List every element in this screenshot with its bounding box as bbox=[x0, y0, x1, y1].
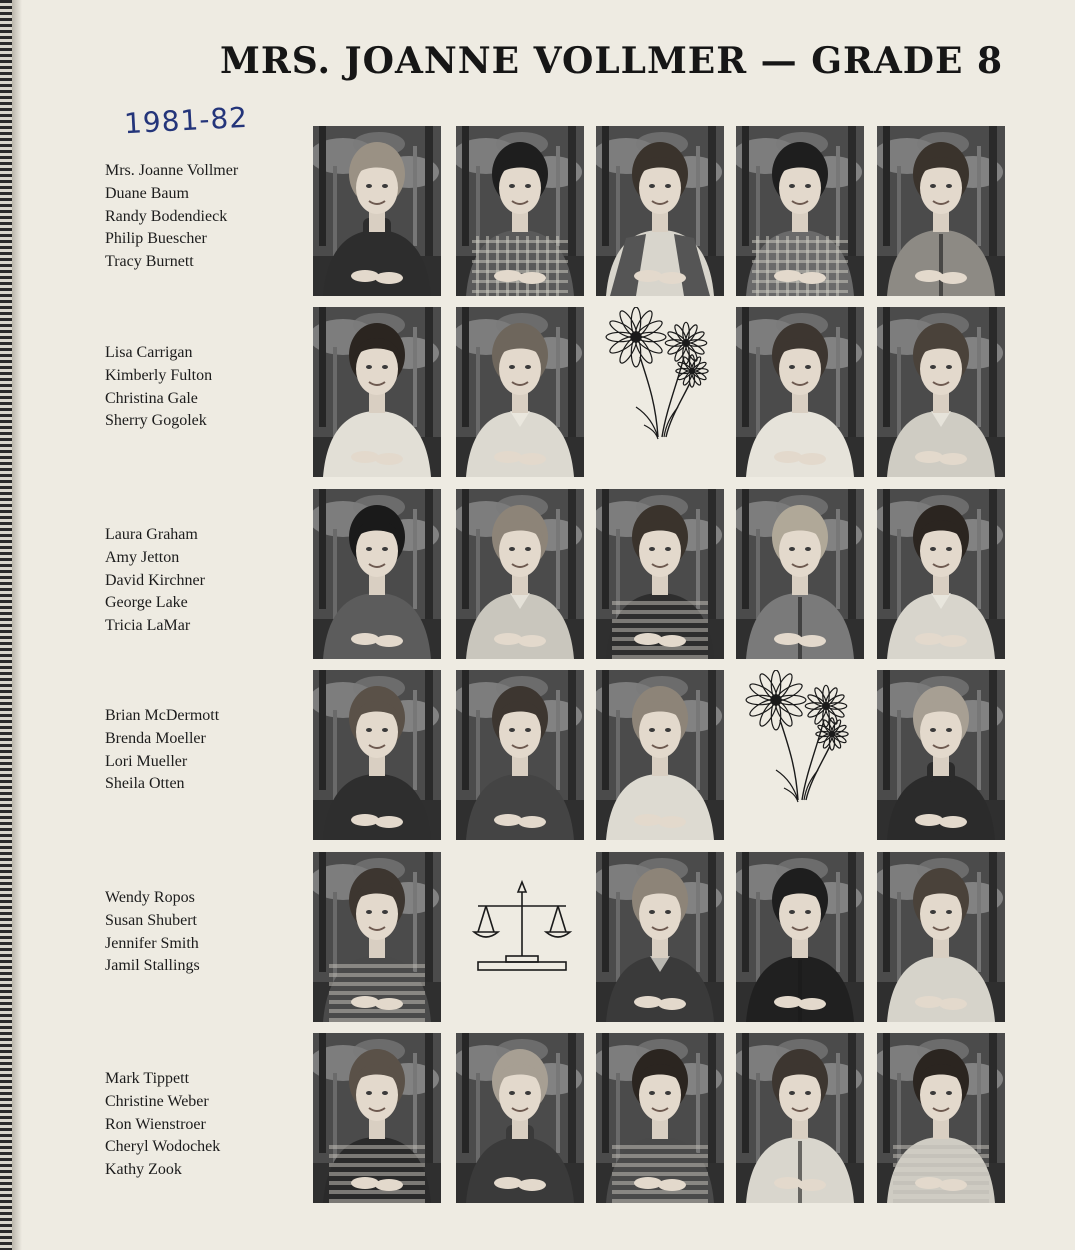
student-portrait bbox=[313, 852, 441, 1022]
student-portrait bbox=[596, 670, 724, 840]
student-name: Brenda Moeller bbox=[105, 729, 206, 747]
student-name: Kimberly Fulton bbox=[105, 366, 213, 384]
student-name: Christina Gale bbox=[105, 389, 198, 407]
name-list bbox=[105, 342, 305, 433]
student-portrait bbox=[736, 852, 864, 1022]
name-list bbox=[105, 524, 305, 638]
student-portrait bbox=[313, 489, 441, 659]
student-portrait bbox=[313, 126, 441, 296]
student-name: Laura Graham bbox=[105, 526, 198, 543]
student-portrait bbox=[596, 852, 724, 1022]
student-portrait bbox=[313, 307, 441, 477]
student-name: Duane Baum bbox=[105, 184, 189, 202]
student-portrait bbox=[456, 489, 584, 659]
student-name: Jennifer Smith bbox=[105, 934, 199, 952]
student-name: Tracy Burnett bbox=[105, 253, 194, 271]
student-name: Sherry Gogolek bbox=[105, 412, 207, 430]
student-name: Susan Shubert bbox=[105, 911, 197, 929]
student-name: Lisa Carrigan bbox=[105, 344, 193, 361]
student-portrait bbox=[456, 307, 584, 477]
student-name: Mark Tippett bbox=[105, 1070, 190, 1087]
student-name: Kathy Zook bbox=[105, 1161, 182, 1179]
scales-of-justice-icon bbox=[456, 852, 584, 1022]
student-portrait bbox=[313, 1033, 441, 1203]
name-list bbox=[105, 1068, 305, 1182]
student-portrait bbox=[877, 1033, 1005, 1203]
student-portrait bbox=[736, 489, 864, 659]
student-name: Amy Jetton bbox=[105, 548, 180, 566]
student-portrait bbox=[736, 126, 864, 296]
name-list bbox=[105, 887, 305, 978]
page-gutter-shadow bbox=[12, 0, 22, 1250]
student-portrait bbox=[877, 126, 1005, 296]
student-name: Ron Wienstroer bbox=[105, 1115, 206, 1133]
student-name: Jamil Stallings bbox=[105, 957, 200, 975]
student-name: David Kirchner bbox=[105, 571, 205, 589]
student-portrait bbox=[456, 126, 584, 296]
student-name: George Lake bbox=[105, 594, 188, 612]
student-portrait bbox=[456, 1033, 584, 1203]
name-list bbox=[105, 705, 305, 796]
student-portrait bbox=[596, 1033, 724, 1203]
student-portrait bbox=[877, 670, 1005, 840]
student-name: Philip Buescher bbox=[105, 230, 207, 248]
spiral-binding bbox=[0, 0, 12, 1250]
student-name: Cheryl Wodochek bbox=[105, 1138, 221, 1156]
name-list bbox=[105, 160, 305, 274]
student-portrait bbox=[596, 489, 724, 659]
page-title: MRS. JOANNE VOLLMER — GRADE 8 bbox=[220, 40, 1004, 82]
student-portrait bbox=[313, 670, 441, 840]
student-portrait bbox=[736, 307, 864, 477]
student-name: Tricia LaMar bbox=[105, 617, 191, 635]
student-name: Sheila Otten bbox=[105, 775, 185, 793]
student-portrait bbox=[596, 126, 724, 296]
student-portrait bbox=[736, 1033, 864, 1203]
student-name: Lori Mueller bbox=[105, 752, 188, 770]
daisy-flowers-icon bbox=[736, 670, 864, 840]
student-name: Mrs. Joanne Vollmer bbox=[105, 162, 239, 179]
student-portrait bbox=[456, 670, 584, 840]
student-name: Christine Weber bbox=[105, 1092, 209, 1110]
student-name: Randy Bodendieck bbox=[105, 207, 228, 225]
daisy-flowers-icon bbox=[596, 307, 724, 477]
student-name: Brian McDermott bbox=[105, 707, 220, 724]
handwritten-year-note: 1981-82 bbox=[123, 100, 249, 141]
student-portrait bbox=[877, 852, 1005, 1022]
student-portrait bbox=[877, 489, 1005, 659]
student-name: Wendy Ropos bbox=[105, 889, 195, 906]
student-portrait bbox=[877, 307, 1005, 477]
